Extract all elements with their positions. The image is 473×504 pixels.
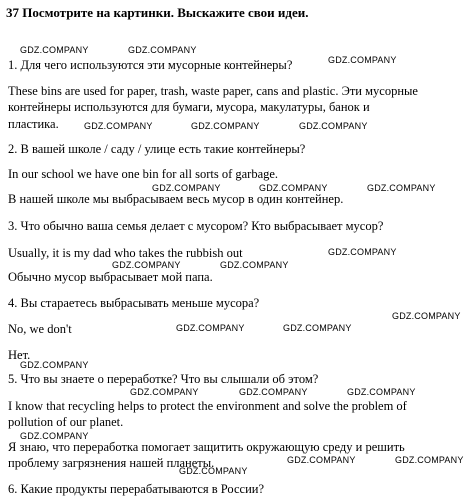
question-3: 3. Что обычно ваша семья делает с мусором? Кто выбрасывает мусор? xyxy=(8,219,384,233)
watermark: GDZ.COMPANY xyxy=(20,430,89,442)
answer-1-russian-line-2: пластика. xyxy=(8,117,59,131)
watermark: GDZ.COMPANY xyxy=(328,246,397,258)
watermark: GDZ.COMPANY xyxy=(395,454,464,466)
watermark: GDZ.COMPANY xyxy=(347,386,416,398)
answer-5-russian-line-2: проблему загрязнения нашей планеты. xyxy=(8,456,215,470)
question-4: 4. Вы стараетесь выбрасывать меньше мусора? xyxy=(8,296,260,310)
question-2: 2. В вашей школе / саду / улице есть такие контейнеры? xyxy=(8,142,306,156)
watermark: GDZ.COMPANY xyxy=(152,182,221,194)
watermark: GDZ.COMPANY xyxy=(392,310,461,322)
watermark: GDZ.COMPANY xyxy=(20,44,89,56)
question-5: 5. Что вы знаете о переработке? Что вы слышали об этом? xyxy=(8,372,319,386)
answer-5-english-line-2: pollution of our planet. xyxy=(8,415,124,429)
watermark: GDZ.COMPANY xyxy=(176,322,245,334)
answer-5-english-line-1: I know that recycling helps to protect the environment and solve the problem of xyxy=(8,399,407,413)
answer-4-english: No, we don't xyxy=(8,322,72,336)
answer-2-russian: В нашей школе мы выбрасываем весь мусор в один контейнер. xyxy=(8,192,344,206)
question-1: 1. Для чего используются эти мусорные контейнеры? xyxy=(8,58,293,72)
answer-3-english: Usually, it is my dad who takes the rubbish out xyxy=(8,246,243,260)
answer-5-russian-line-1: Я знаю, что переработка помогает защитить окружающую среду и решить xyxy=(8,440,405,454)
watermark: GDZ.COMPANY xyxy=(287,454,356,466)
watermark: GDZ.COMPANY xyxy=(367,182,436,194)
answer-1-english: These bins are used for paper, trash, waste paper, cans and plastic. Эти мусорные xyxy=(8,84,418,98)
watermark: GDZ.COMPANY xyxy=(84,120,153,132)
watermark: GDZ.COMPANY xyxy=(328,54,397,66)
watermark: GDZ.COMPANY xyxy=(128,44,197,56)
watermark: GDZ.COMPANY xyxy=(112,259,181,271)
watermark: GDZ.COMPANY xyxy=(130,386,199,398)
watermark: GDZ.COMPANY xyxy=(283,322,352,334)
watermark: GDZ.COMPANY xyxy=(299,120,368,132)
answer-4-russian: Нет. xyxy=(8,348,31,362)
answer-2-english: In our school we have one bin for all sorts of garbage. xyxy=(8,167,279,181)
watermark: GDZ.COMPANY xyxy=(20,359,89,371)
answer-1-russian-line-1: контейнеры используются для бумаги, мусора, макулатуры, банок и xyxy=(8,100,370,114)
watermark: GDZ.COMPANY xyxy=(191,120,260,132)
watermark: GDZ.COMPANY xyxy=(239,386,308,398)
watermark: GDZ.COMPANY xyxy=(179,465,248,477)
watermark: GDZ.COMPANY xyxy=(259,182,328,194)
exercise-title: 37 Посмотрите на картинки. Выскажите свои идеи. xyxy=(6,5,309,20)
answer-3-russian: Обычно мусор выбрасывает мой папа. xyxy=(8,270,213,284)
watermark: GDZ.COMPANY xyxy=(220,259,289,271)
question-6: 6. Какие продукты перерабатываются в России? xyxy=(8,482,265,496)
